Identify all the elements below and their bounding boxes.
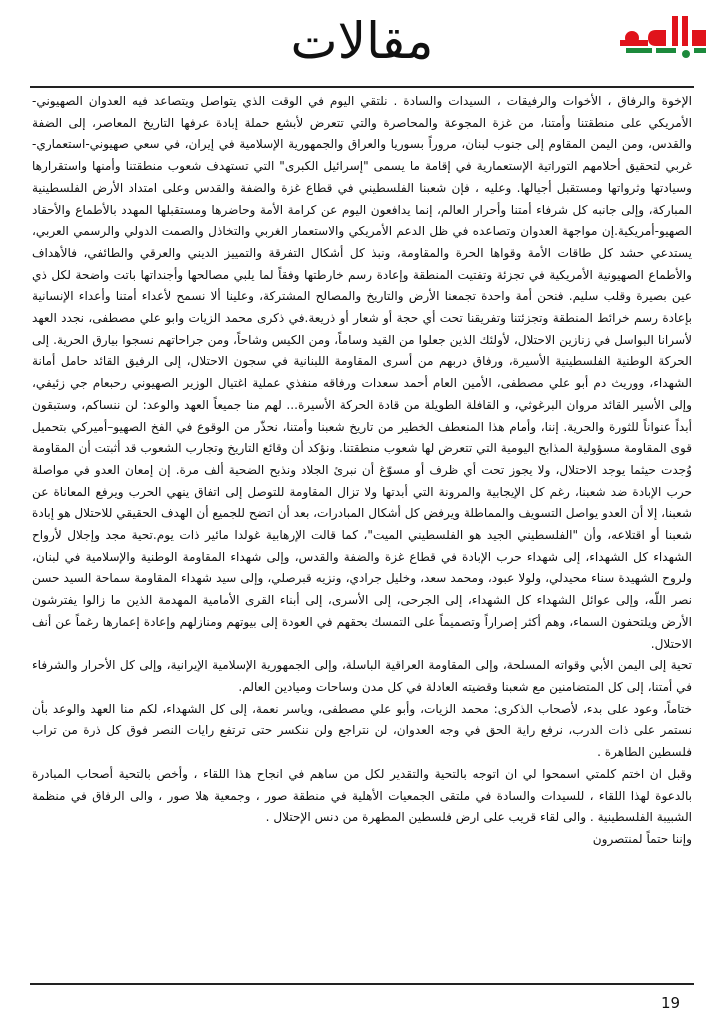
article-body [32,91,692,971]
article-paragraph: تحية إلى اليمن الأبي وقواته المسلحة، وإلى المقاومة العراقية الباسلة، وإلى الجمهورية الإسلامية الإيرانية، وإلى كل الأحرار والشرفاء في أمتنا، إلى كل المتضامنين مع شعبنا وقضيته العادلة في كل مدن وساحات وميادين العالم. [32,658,692,694]
page-title: مقالات [290,12,434,70]
article-paragraph: ختاماً، وعود على بدء، لأصحاب الذكرى: محمد الزيات، وأبو علي مصطفى، وياسر نعمة، إلى كل الشهداء، لكم منا العهد والوعد بأن نستمر على ذات الدرب، نرفع راية الحق في وجه العدوان، لن نتراجع ولن ننكسر حتى ترتفع رايات النصر فوق كل ذرة من تراب فلسطين الطاهرة . [32,701,692,760]
header-divider [30,86,694,88]
hala-sour-logo [616,10,712,68]
article-paragraph: الإخوة والرفاق ، الأخوات والرفيقات ، السيدات والسادة . نلتقي اليوم في الوقت الذي يتواصل ويتصاعد فيه العدوان الصهيوني-الأمريكي على منطقتنا وأمتنا، من غزة المجوعة والمحاصرة والتي تتعرض لأبشع حملة إبادة عرفها التاريخ المعاصر، إلى الضفة والقدس، ومن اليمن المقاوم إلى جنوب لبنان، مروراً بسوريا والعراق والجمهورية الإسلامية في إيران، في سعي صهيوني-استعماري-غربي لتحقيق أحلامهم التوراتية الإستعمارية في إقامة ما يسمى "إسرائيل الكبرى" التي تستهدف شعوب منطقتنا وأمنها واستقرارها وسيادتها وثرواتها ومستقبل أجيالها. وعليه ، فإن شعبنا الفلسطيني في قطاع غزة والضفة والقدس وعلى امتداد الأرض الفلسطينية المباركة، وإلى جانبه كل شرفاء أمتنا وأحرار العالم، إنما يدافعون اليوم عن كرامة الأمة وحاضرها ومستقبلها المهدد بالأطماع والأحقاد الصهيو-أمريكية.إن مواجهة العدوان وتصاعده في ظل الدعم الأمريكي والاستعمار الغربي والتخاذل والصمت الدولي والرسمي العربي، يستدعي حشد كل طاقات الأمة وقواها الحرة والمقاومة، ونبذ كل أشكال التفرقة والتمييز الديني والعرقي والطائفي، فالأهداف والأطماع الصهيونية الأمريكية في تجزئة وتفتيت المنطقة وإعادة رسم خارطتها وفقاً لما يلبي مصالحها وأجنداتها باتت واضحة لكل ذي عين بصيرة وقلب سليم. فنحن أمة واحدة تجمعنا الأرض والتاريخ والمصالح المشتركة، وعلينا ألا نسمح لأعداء أمتنا وأعداء الإنسانية بإعادة رسم خرائط المنطقة وتجزئتنا وتفريقنا تحت أي حجة أو شعار أو ذريعة.في ذكرى محمد الزيات وابو علي مصطفى، نجدد العهد لأسرانا البواسل في زنازين الاحتلال، لأولئك الذين جعلوا من القيد وساماً، ومن الكيس وشاحاً، ومن جراحاتهم نسجوا بيارق الحرية. إلى الحركة الوطنية الفلسطينية الأسيرة، ورفاق دربهم من أسرى المقاومة اللبنانية في سجون الاحتلال، إلى الرفيق القائد حامل أمانة الشهداء، ووريث دم أبو علي مصطفى، الأمين العام أحمد سعدات ورفاقه منفذي عملية اغتيال الوزير الصهيوني رحبعام جي زئيفي، وإلى الأسير القائد مروان البرغوثي، و القافلة الطويلة من قادة الحركة الأسيرة... لهم منا جميعاً العهد والوعد: لن ننساكم، وستبقون أبداً عنواناً للثورة والحرية. إننا، وأمام هذا المنعطف الخطير من تاريخ شعبنا وأمتنا، نحذّر من الوقوع في الفخ الصهيو–أميركي بتحميل قوى المقاومة مسؤولية المذابح اليومية التي تتعرض لها شعوب منطقتنا. ونؤكد أن وقائع التاريخ وتجارب الشعوب قد أثبتت أن المقاومة وُجدت حيثما يوجد الاحتلال، ولا يجوز تحت أي ظرف أو مسوّغ أن نبرئ الجلاد ونذبح الضحية ألف مرة. إن إمعان العدو في مواصلة حرب الإبادة ضد شعبنا، رغم كل الإيجابية والمرونة التي أبدتها ولا تزال المقاومة للتوصل إلى اتفاق ينهي الحرب ويرفع المعاناة عن شعبنا، إلا أن العدو يواصل التسويف والمماطلة ويرفض كل أشكال المبادرات، بعد أن اتضح للجميع أن الهدف الحقيقي للاحتلال هو إبادة شعبنا أو اقتلاعه، وأن "الفلسطيني الجيد هو الفلسطيني الميت"، كما قالت الإرهابية غولدا مائير ذات يوم.تحية مجد وإجلال لأرواح الشهداء كل الشهداء، إلى شهداء حرب الإبادة في قطاع غزة والضفة والقدس، وإلى شهداء المقاومة الوطنية والإسلامية في لبنان، ولروح الشهيدة سناء محيدلي، ولولا عبود، ومحمد سعد، وخليل جرادي، ونزيه قبرصلي، وإلى سيد شهداء المقاومة سماحة السيد حسن نصر اللّه، وإلى عوائل الشهداء كل الشهداء، إلى الجرحى، إلى الأسرى، إلى أبناء القرى الأمامية المهدمة الذين ما زالوا يفترشون الأرض ويلتحفون السماء، وهم أكثر إصراراً وتصميماً على التمسك بحقهم في العودة إلى بيوتهم ومنازلهم وإعادة إعمارها رغماً عن أنف الاحتلال. [32,94,692,651]
article-paragraph: وإننا حتماً لمنتصرون [592,831,692,846]
page-header [0,0,724,82]
footer-divider [30,983,694,985]
page-number: 19 [661,994,681,1012]
article-paragraph: وقبل ان اختم كلمتي اسمحوا لي ان اتوجه بالتحية والتقدير لكل من ساهم في انجاح هذا اللقاء ، وأخص بالتحية أصحاب المبادرة بالدعوة لهذا اللقاء ، للسيدات والسادة في ملتقى الجمعيات الأهلية في منطقة صور ، وجمعية هلا صور ، والى الرفاق في منظمة الشبيبة الفلسطينية . والى لقاء قريب على ارض فلسطين المطهرة من دنس الإحتلال . [32,766,692,825]
